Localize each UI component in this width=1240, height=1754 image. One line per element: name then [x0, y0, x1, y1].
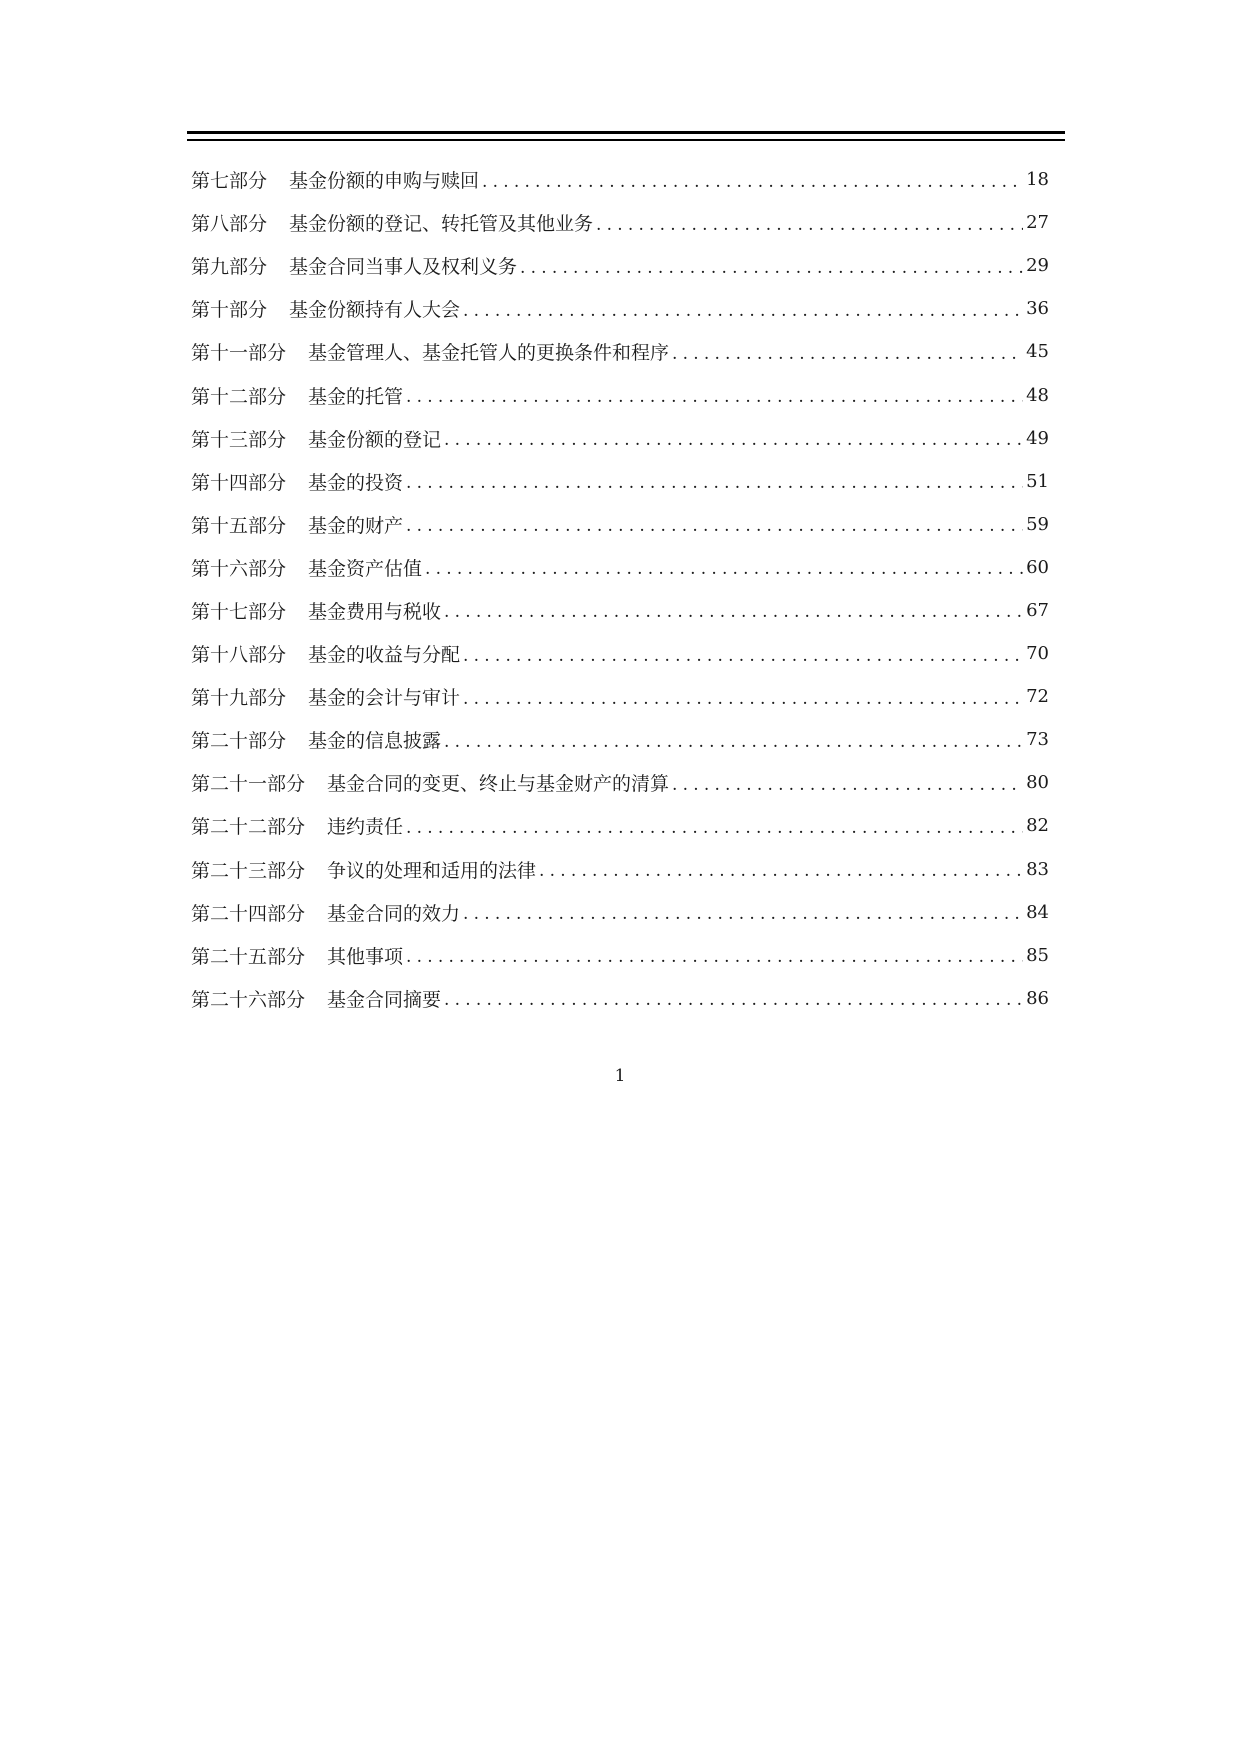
toc-entry-page-number: 72: [1026, 686, 1049, 708]
toc-entry-part: 第十九部分: [191, 687, 287, 710]
toc-entry-part: 第九部分: [191, 256, 268, 279]
toc-entry-title: 其他事项: [327, 945, 404, 968]
toc-entry-part: 第二十三部分: [191, 859, 306, 882]
toc-entry[interactable]: [191, 417, 1049, 460]
toc-entry[interactable]: [191, 460, 1049, 503]
toc-entry[interactable]: [191, 589, 1049, 632]
toc-entry-title: 基金份额的申购与赎回: [289, 170, 480, 193]
toc-entry-part: 第二十二部分: [191, 816, 306, 839]
toc-dot-leader: [406, 383, 1023, 407]
toc-dot-leader: [672, 771, 1023, 795]
toc-entry[interactable]: [191, 546, 1049, 589]
toc-entry-title: 基金合同的效力: [327, 902, 461, 925]
toc-entry-part: 第二十六部分: [191, 988, 306, 1011]
toc-entry-page-number: 83: [1026, 858, 1049, 880]
toc-entry-title: 基金的信息披露: [308, 730, 442, 753]
toc-entry-title: 基金的财产: [308, 514, 404, 537]
toc-entry-part: 第十七部分: [191, 600, 287, 623]
toc-entry-page-number: 45: [1026, 341, 1049, 363]
toc-entry-page-number: 49: [1026, 427, 1049, 449]
toc-entry-page-number: 80: [1026, 772, 1049, 794]
toc-entry-page-number: 67: [1026, 599, 1049, 621]
toc-entry[interactable]: [191, 201, 1049, 244]
toc-entry-part: 第十一部分: [191, 342, 287, 365]
toc-dot-leader: [672, 340, 1023, 364]
toc-entry-title: 基金的托管: [308, 385, 404, 408]
toc-entry-title: 基金份额的登记、转托管及其他业务: [289, 213, 594, 236]
toc-entry[interactable]: [191, 287, 1049, 330]
toc-entry[interactable]: [191, 158, 1049, 201]
toc-dot-leader: [406, 943, 1023, 967]
toc-entry-page-number: 85: [1026, 944, 1049, 966]
toc-entry-part: 第十五部分: [191, 514, 287, 537]
toc-dot-leader: [406, 814, 1023, 838]
toc-dot-leader: [520, 254, 1023, 278]
toc-entry-page-number: 86: [1026, 987, 1049, 1009]
header-rule-thin: [187, 139, 1065, 141]
toc-entry-page-number: 73: [1026, 729, 1049, 751]
toc-dot-leader: [406, 469, 1023, 493]
toc-entry-title: 基金合同的变更、终止与基金财产的清算: [327, 773, 670, 796]
toc-dot-leader: [539, 857, 1023, 881]
toc-entry-page-number: 27: [1026, 212, 1049, 234]
toc-dot-leader: [444, 728, 1023, 752]
toc-entry-part: 第十六部分: [191, 557, 287, 580]
toc-entry[interactable]: [191, 373, 1049, 416]
toc-entry-part: 第二十四部分: [191, 902, 306, 925]
toc-dot-leader: [482, 168, 1023, 192]
toc-entry-page-number: 29: [1026, 255, 1049, 277]
toc-entry-title: 基金费用与税收: [308, 600, 442, 623]
toc-entry-title: 基金的会计与审计: [308, 687, 461, 710]
toc-entry-page-number: 48: [1026, 384, 1049, 406]
toc-entry-part: 第十部分: [191, 299, 268, 322]
toc-entry-title: 基金的收益与分配: [308, 644, 461, 667]
toc-dot-leader: [463, 297, 1023, 321]
toc-entry[interactable]: [191, 804, 1049, 847]
toc-entry[interactable]: [191, 891, 1049, 934]
toc-dot-leader: [425, 555, 1023, 579]
toc-entry-part: 第二十部分: [191, 730, 287, 753]
toc-entry[interactable]: [191, 761, 1049, 804]
toc-entry-page-number: 18: [1026, 169, 1049, 191]
toc-entry-title: 违约责任: [327, 816, 404, 839]
toc-entry[interactable]: [191, 503, 1049, 546]
toc-dot-leader: [406, 512, 1023, 536]
toc-entry-title: 基金合同摘要: [327, 988, 442, 1011]
toc-entry-title: 基金份额的登记: [308, 428, 442, 451]
toc-dot-leader: [444, 598, 1023, 622]
table-of-contents: [191, 158, 1049, 1020]
toc-entry-title: 基金的投资: [308, 471, 404, 494]
toc-entry[interactable]: [191, 718, 1049, 761]
header-double-rule: [187, 131, 1065, 143]
toc-entry-part: 第十四部分: [191, 471, 287, 494]
toc-dot-leader: [596, 211, 1023, 235]
toc-entry-page-number: 59: [1026, 513, 1049, 535]
toc-entry-title: 争议的处理和适用的法律: [327, 859, 537, 882]
toc-dot-leader: [444, 986, 1023, 1010]
toc-entry[interactable]: [191, 977, 1049, 1020]
toc-entry[interactable]: [191, 675, 1049, 718]
header-rule-thick: [187, 131, 1065, 134]
toc-entry-title: 基金份额持有人大会: [289, 299, 461, 322]
toc-entry[interactable]: [191, 244, 1049, 287]
toc-entry-page-number: 51: [1026, 470, 1049, 492]
toc-entry-part: 第十八部分: [191, 644, 287, 667]
toc-entry-page-number: 70: [1026, 643, 1049, 665]
toc-entry-title: 基金资产估值: [308, 557, 423, 580]
toc-entry-title: 基金合同当事人及权利义务: [289, 256, 518, 279]
toc-entry[interactable]: [191, 632, 1049, 675]
toc-entry-part: 第十二部分: [191, 385, 287, 408]
toc-entry-title: 基金管理人、基金托管人的更换条件和程序: [308, 342, 670, 365]
toc-entry-part: 第二十五部分: [191, 945, 306, 968]
page-number: 1: [614, 1066, 626, 1086]
toc-entry-part: 第二十一部分: [191, 773, 306, 796]
toc-entry-page-number: 60: [1026, 556, 1049, 578]
toc-entry-page-number: 36: [1026, 298, 1049, 320]
toc-entry-part: 第七部分: [191, 170, 268, 193]
toc-entry-part: 第十三部分: [191, 428, 287, 451]
toc-entry[interactable]: [191, 848, 1049, 891]
toc-entry[interactable]: [191, 330, 1049, 373]
toc-dot-leader: [463, 685, 1023, 709]
toc-entry-part: 第八部分: [191, 213, 268, 236]
toc-dot-leader: [444, 426, 1023, 450]
toc-entry-page-number: 84: [1026, 901, 1049, 923]
toc-dot-leader: [463, 642, 1023, 666]
toc-entry[interactable]: [191, 934, 1049, 977]
toc-entry-page-number: 82: [1026, 815, 1049, 837]
toc-dot-leader: [463, 900, 1023, 924]
